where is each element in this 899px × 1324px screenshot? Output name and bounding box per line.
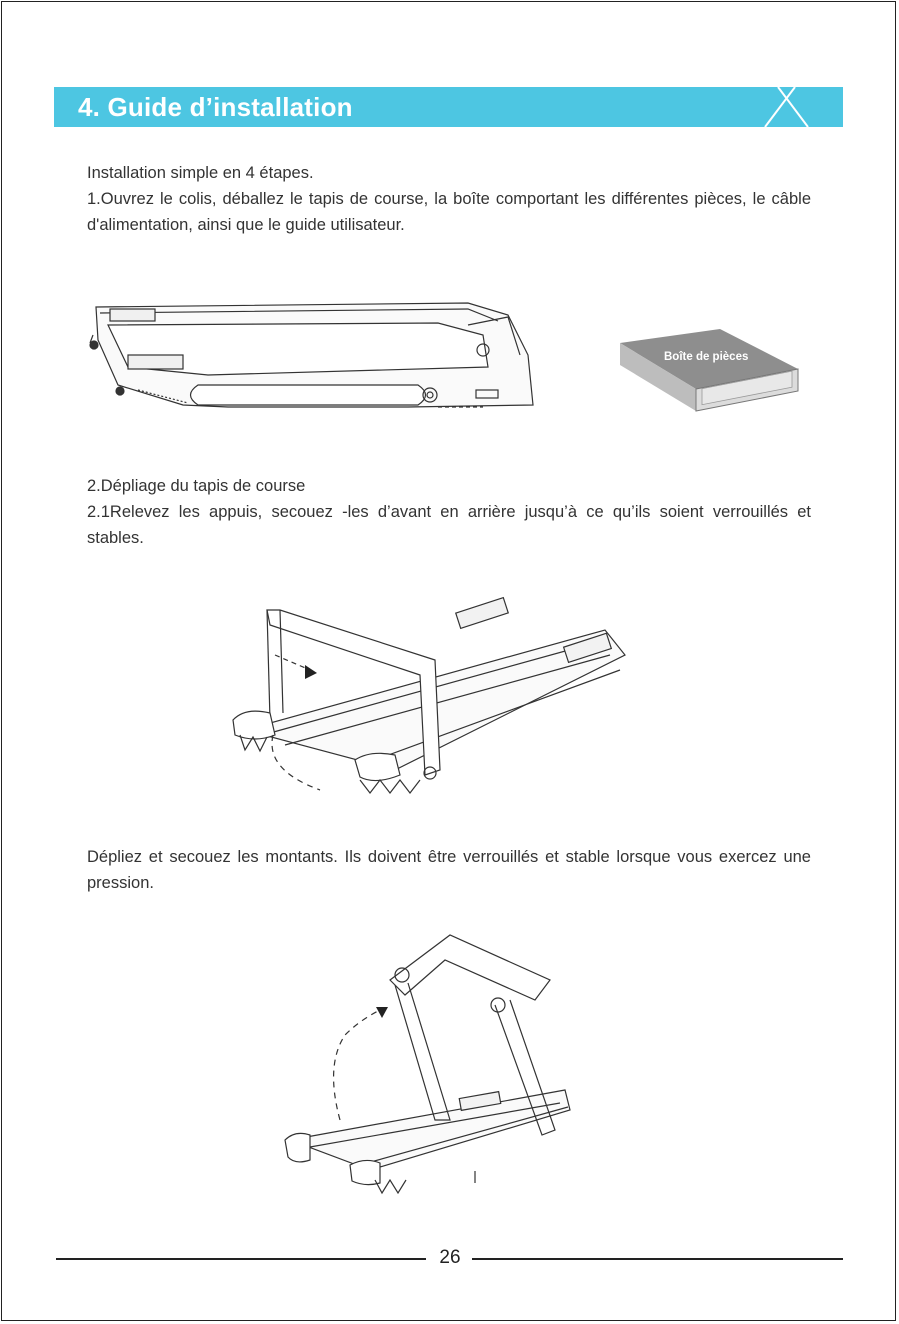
unfold-step-text: 2.1Relevez les appuis, secouez -les d’avant en arrière jusqu’à ce qu’ils soient verrouillés et stables. [87,503,811,547]
section-header [54,87,843,127]
folded-treadmill-illustration [88,295,538,415]
unfold-block [87,473,811,551]
header-x-decoration-icon [683,87,843,127]
page-number: 26 [439,1247,461,1268]
unfold-uprights-illustration [280,925,580,1195]
section-title: 4. Guide d’installation [78,92,353,122]
footer-rule-left [56,1258,426,1260]
unfold-title: 2.Dépliage du tapis de course [87,477,306,495]
step1-text: 1.Ouvrez le colis, déballez le tapis de course, la boîte comportant les différentes pièces, le câble d'alimentation, ainsi que le guide utilisateur. [87,190,811,234]
intro-block [87,160,811,238]
raise-supports-illustration [225,595,635,800]
footer-rule-right [472,1258,843,1260]
uprights-text: Dépliez et secouez les montants. Ils doivent être verrouillés et stable lorsque vous exercez une pression. [87,848,811,892]
intro-text: Installation simple en 4 étapes. [87,164,314,182]
parts-box-illustration [618,325,800,415]
parts-box-label: Boîte de pièces [664,351,749,363]
